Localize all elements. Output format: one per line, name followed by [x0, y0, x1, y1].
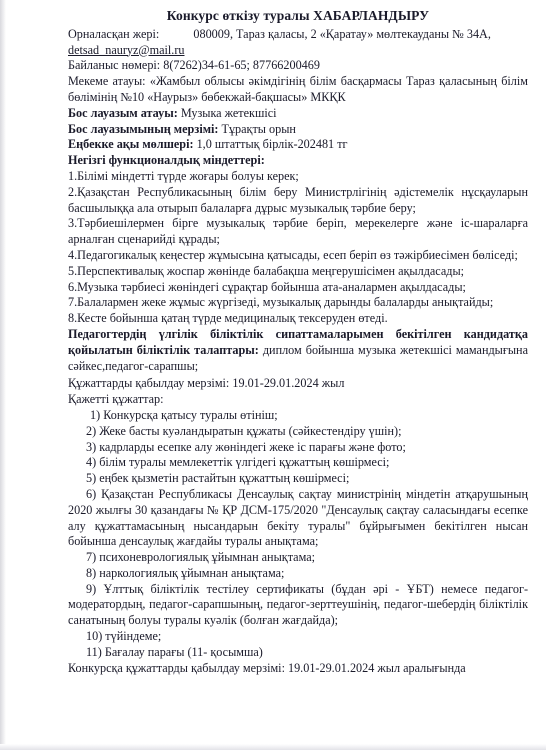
address-line — [68, 27, 528, 43]
duty-item: 7.Балалармен жеке жұмыс жүргізеді, музыкалық дарынды балаларды анықтайды; — [68, 295, 494, 310]
duty-item: 1.Білімі міндетті түрде жоғары болуы керек; — [68, 168, 299, 183]
needed-docs-list — [68, 408, 528, 487]
vacancy-label: Бос лауазым атауы: — [68, 105, 178, 120]
list-item: 8) наркологиялық ұйымнан анықтама; — [86, 565, 285, 580]
requirements-block — [68, 327, 528, 374]
needed-docs-heading: Қажетті құжаттар: — [68, 392, 164, 407]
organization-value: «Жамбыл облысы әкімдігінің білім басқармасы Тараз қаласының білім бөлімінің №10 «Наурыз» бөбекжай-бақшасы» МКҚК — [68, 74, 528, 104]
address-label: Орналасқан жері: — [68, 26, 160, 41]
duty-item: 2.Қазақстан Республикасының білім беру Министрлігінің әдістемелік нұсқауларын басшылыққа ала отырып балаларға дұрыс музыкалық тәрбие беру; — [68, 184, 528, 215]
list-item: 9) Ұлттық біліктілік тестілеу сертификаты (бұдан әрі - ҰБТ) немесе педагог-модератордың, педагог-сарапшының, педагог-зерттеушінің, педагог-шебердің біліктілік санатының болуы туралы куәлік (болған жағдайда); — [68, 581, 528, 628]
list-item: 3) кадрларды есепке алу жөніндегі жеке іс парағы және фото; — [86, 439, 406, 454]
list-item: 1) Конкурсқа қатысу туралы өтініш; — [90, 407, 278, 422]
term-label: Бос лауазымының мерзімі: — [68, 121, 219, 136]
list-item: 5) еңбек қызметін растайтын құжаттың көшірмесі; — [86, 471, 350, 486]
list-item: 4) білім туралы мемлекеттік үлгідегі құжаттың көшірмесі; — [86, 455, 390, 470]
email-link[interactable]: detsad_nauryz@mail.ru — [68, 42, 185, 57]
term-value: Тұрақты орын — [221, 121, 296, 136]
duty-item: 5.Перспективалық жоспар жөнінде балабақша меңгерушісімен ақылдасады; — [68, 263, 465, 278]
email-line — [68, 43, 528, 59]
term-line — [68, 122, 528, 138]
salary-label: Еңбекке ақы мөлшері: — [68, 137, 194, 152]
list-item: 7) психоневрологиялық ұйымнан анықтама; — [86, 550, 315, 565]
list-item: 2) Жеке басты куәландыратын құжаты (сәйкестендіру үшін); — [86, 423, 402, 438]
organization-line — [68, 74, 528, 106]
vacancy-value: Музыка жетекшісі — [180, 105, 277, 120]
acceptance-period-final: Конкурсқа құжаттарды қабылдау мерзімі: 19.01-29.01.2024 жыл аралығында — [68, 660, 466, 675]
document-title: Конкурс өткізу туралы ХАБАРЛАНДЫРУ — [166, 8, 430, 23]
requirements-label: Педагогтердің үлгілік біліктілік сипаттамаларымен бекітілген кандидатқа қойылатын біліктілік талаптары: — [68, 326, 528, 357]
vacancy-line — [68, 106, 528, 122]
duty-item: 6.Музыка тәрбиесі жөніндегі сұрақтар бойынша ата-аналармен ақылдасады; — [68, 279, 466, 294]
scan-shadow-left — [0, 0, 6, 750]
salary-value: 1,0 штаттық бірлік-202481 тг — [196, 137, 348, 152]
organization-label: Мекеме атауы: — [68, 74, 146, 89]
needed-docs-list-cont — [68, 550, 528, 582]
scan-shadow-bottom — [0, 744, 546, 750]
salary-line — [68, 137, 528, 153]
duty-item: 8.Кесте бойынша қатаң түрде медициналық тексеруден өтеді. — [68, 311, 388, 326]
needed-docs-list-end — [68, 629, 528, 661]
address-value: 080009, Тараз қаласы, 2 «Қаратау» мөлтекауданы № 34А, — [193, 26, 491, 41]
list-item: 6) Қазақстан Республикасы Денсаулық сақтау министрінің міндетін атқарушының 2020 жылғы 30 қазандағы № ҚР ДСМ-175/2020 "Денсаулық сақтау саласындағы есепке алу құжаттамасының нысандарын бекіту туралы" бұйрығымен бекітілген нысан бойынша денсаулық жағдайы туралы анықтама; — [68, 486, 528, 549]
list-item: 11) Бағалау парағы (11- қосымша) — [86, 644, 263, 659]
duty-item: 3.Тәрбиешілермен бірге музыкалық тәрбие беріп, мерекелерге және іс-шараларға арналған сценарийді құрады; — [68, 216, 528, 247]
requirements-value: диплом бойынша музыка жетекшісі мамандығына сәйкес,педагог-сарапшы; — [68, 342, 528, 373]
acceptance-period: Құжаттарды қабылдау мерзімі: 19.01-29.01.2024 жыл — [68, 376, 345, 391]
list-item: 10) түйіндеме; — [86, 629, 162, 644]
duties-heading: Негізгі функционалдық міндеттері: — [68, 153, 265, 168]
phone-line: Байланыс нөмері: 8(7262)34-61-65; 87766200469 — [68, 58, 320, 73]
duty-item: 4.Педагогикалық кеңестер жұмысына қатысады, есеп беріп өз тәжірбиесімен бөліседі; — [68, 247, 518, 262]
